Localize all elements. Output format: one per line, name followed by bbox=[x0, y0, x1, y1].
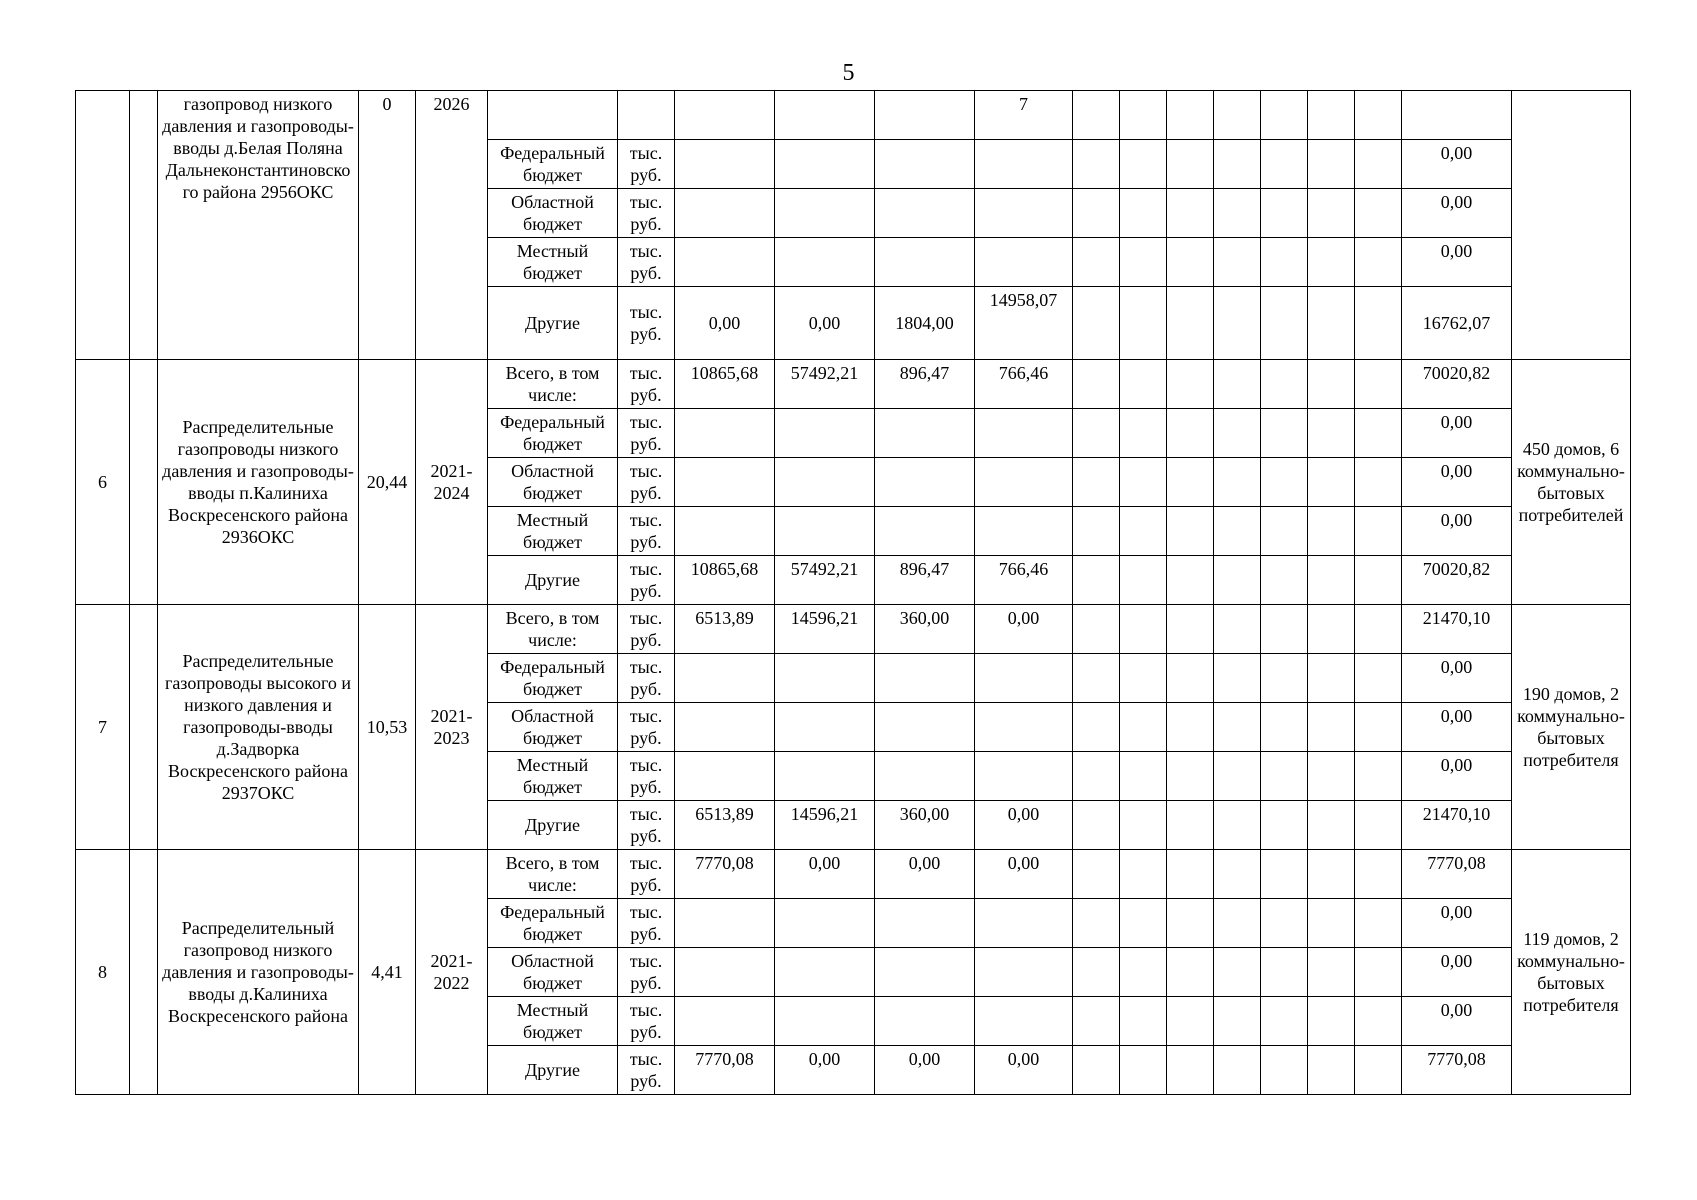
period: 2026 bbox=[416, 91, 488, 360]
empty-cell bbox=[130, 850, 158, 1095]
unit-cell: тыс. руб. bbox=[618, 801, 675, 850]
value-2023: 896,47 bbox=[875, 556, 975, 605]
value-2023: 1804,00 bbox=[875, 287, 975, 360]
result-cell: 450 домов, 6 коммунально-бытовых потребителей bbox=[1512, 360, 1631, 605]
unit-cell: тыс. руб. bbox=[618, 458, 675, 507]
period: 2021-2022 bbox=[416, 850, 488, 1095]
value-2023: 0,00 bbox=[875, 1046, 975, 1095]
object-name: Распределительные газопроводы низкого давления и газопроводы-вводы п.Калиниха Воскресенского района 2936ОКС bbox=[158, 360, 359, 605]
unit-cell: тыс. руб. bbox=[618, 997, 675, 1046]
total-value: 0,00 bbox=[1402, 997, 1512, 1046]
value-2021: 7770,08 bbox=[675, 1046, 775, 1095]
unit-cell: тыс. руб. bbox=[618, 850, 675, 899]
object-name: Распределительные газопроводы высокого и низкого давления и газопроводы-вводы д.Задворка Воскресенского района 2937ОКС bbox=[158, 605, 359, 850]
table-row bbox=[76, 360, 1631, 409]
unit-cell: тыс. руб. bbox=[618, 948, 675, 997]
unit-cell bbox=[618, 91, 675, 140]
page-number: 5 bbox=[842, 60, 855, 86]
row-number: 6 bbox=[76, 360, 130, 605]
value-2022: 0,00 bbox=[775, 287, 875, 360]
value-2021: 0,00 bbox=[675, 287, 775, 360]
unit-cell: тыс. руб. bbox=[618, 360, 675, 409]
value-2023: 896,47 bbox=[875, 360, 975, 409]
unit-cell: тыс. руб. bbox=[618, 752, 675, 801]
total-value: 0,00 bbox=[1402, 948, 1512, 997]
value-2021: 10865,68 bbox=[675, 556, 775, 605]
value-2023: 360,00 bbox=[875, 605, 975, 654]
value-2024: 0,00 bbox=[975, 850, 1073, 899]
unit-cell: тыс. руб. bbox=[618, 189, 675, 238]
result-cell: 119 домов, 2 коммунально-бытовых потребителя bbox=[1512, 850, 1631, 1095]
unit-cell: тыс. руб. bbox=[618, 556, 675, 605]
value-2021: 7770,08 bbox=[675, 850, 775, 899]
row-number: 8 bbox=[76, 850, 130, 1095]
source-label: Местный бюджет bbox=[488, 507, 618, 556]
source-label: Всего, в том числе: bbox=[488, 360, 618, 409]
total-value bbox=[1402, 91, 1512, 140]
source-label: Местный бюджет bbox=[488, 997, 618, 1046]
unit-cell: тыс. руб. bbox=[618, 654, 675, 703]
unit-cell: тыс. руб. bbox=[618, 899, 675, 948]
value-2022: 14596,21 bbox=[775, 801, 875, 850]
unit-cell: тыс. руб. bbox=[618, 703, 675, 752]
total-value: 16762,07 bbox=[1402, 287, 1512, 360]
source-label: Всего, в том числе: bbox=[488, 850, 618, 899]
source-label: Областной бюджет bbox=[488, 458, 618, 507]
empty-cell bbox=[130, 360, 158, 605]
value-2024: 14958,07 bbox=[975, 287, 1073, 360]
source-label: Другие bbox=[488, 1046, 618, 1095]
total-value: 0,00 bbox=[1402, 238, 1512, 287]
total-value: 70020,82 bbox=[1402, 360, 1512, 409]
source-label: Федеральный бюджет bbox=[488, 409, 618, 458]
value-2024: 7 bbox=[975, 91, 1073, 140]
total-value: 0,00 bbox=[1402, 189, 1512, 238]
value-2022: 0,00 bbox=[775, 850, 875, 899]
unit-cell: тыс. руб. bbox=[618, 1046, 675, 1095]
unit-cell: тыс. руб. bbox=[618, 507, 675, 556]
source-label: Местный бюджет bbox=[488, 752, 618, 801]
total-value: 7770,08 bbox=[1402, 1046, 1512, 1095]
source-label: Областной бюджет bbox=[488, 948, 618, 997]
value-2022: 0,00 bbox=[775, 1046, 875, 1095]
unit-cell: тыс. руб. bbox=[618, 605, 675, 654]
total-value: 0,00 bbox=[1402, 458, 1512, 507]
table-row bbox=[76, 850, 1631, 899]
length-km: 0 bbox=[359, 91, 416, 360]
value-2022: 57492,21 bbox=[775, 556, 875, 605]
length-km: 10,53 bbox=[359, 605, 416, 850]
source-label: Федеральный бюджет bbox=[488, 140, 618, 189]
value-2024: 0,00 bbox=[975, 605, 1073, 654]
table-row bbox=[76, 605, 1631, 654]
result-cell bbox=[1512, 91, 1631, 360]
total-value: 21470,10 bbox=[1402, 605, 1512, 654]
source-label: Местный бюджет bbox=[488, 238, 618, 287]
value-2021: 6513,89 bbox=[675, 801, 775, 850]
unit-cell: тыс. руб. bbox=[618, 287, 675, 360]
object-name: Распределительный газопровод низкого давления и газопроводы-вводы д.Калиниха Воскресенского района bbox=[158, 850, 359, 1095]
length-km: 4,41 bbox=[359, 850, 416, 1095]
total-value: 7770,08 bbox=[1402, 850, 1512, 899]
empty-cell bbox=[130, 91, 158, 360]
source-label: Федеральный бюджет bbox=[488, 899, 618, 948]
source-label bbox=[488, 91, 618, 140]
source-label: Другие bbox=[488, 287, 618, 360]
value-2021: 10865,68 bbox=[675, 360, 775, 409]
value-2023: 360,00 bbox=[875, 801, 975, 850]
total-value: 21470,10 bbox=[1402, 801, 1512, 850]
unit-cell: тыс. руб. bbox=[618, 409, 675, 458]
total-value: 0,00 bbox=[1402, 703, 1512, 752]
value-2024: 0,00 bbox=[975, 1046, 1073, 1095]
row-number: 7 bbox=[76, 605, 130, 850]
empty-cell bbox=[130, 605, 158, 850]
total-value: 0,00 bbox=[1402, 140, 1512, 189]
total-value: 0,00 bbox=[1402, 752, 1512, 801]
value-2022: 57492,21 bbox=[775, 360, 875, 409]
object-name: газопровод низкого давления и газопроводы-вводы д.Белая Поляна Дальнеконстантиновского района 2956ОКС bbox=[158, 91, 359, 360]
total-value: 0,00 bbox=[1402, 654, 1512, 703]
source-label: Всего, в том числе: bbox=[488, 605, 618, 654]
period: 2021-2023 bbox=[416, 605, 488, 850]
value-2023: 0,00 bbox=[875, 850, 975, 899]
total-value: 70020,82 bbox=[1402, 556, 1512, 605]
value-2024: 0,00 bbox=[975, 801, 1073, 850]
unit-cell: тыс. руб. bbox=[618, 140, 675, 189]
source-label: Областной бюджет bbox=[488, 703, 618, 752]
investment-program-table bbox=[75, 90, 1631, 1095]
value-2024: 766,46 bbox=[975, 556, 1073, 605]
table-row bbox=[76, 91, 1631, 140]
value-2022: 14596,21 bbox=[775, 605, 875, 654]
total-value: 0,00 bbox=[1402, 507, 1512, 556]
source-label: Другие bbox=[488, 801, 618, 850]
source-label: Другие bbox=[488, 556, 618, 605]
value-2021: 6513,89 bbox=[675, 605, 775, 654]
period: 2021-2024 bbox=[416, 360, 488, 605]
unit-cell: тыс. руб. bbox=[618, 238, 675, 287]
source-label: Федеральный бюджет bbox=[488, 654, 618, 703]
result-cell: 190 домов, 2 коммунально-бытовых потребителя bbox=[1512, 605, 1631, 850]
source-label: Областной бюджет bbox=[488, 189, 618, 238]
total-value: 0,00 bbox=[1402, 409, 1512, 458]
value-2024: 766,46 bbox=[975, 360, 1073, 409]
total-value: 0,00 bbox=[1402, 899, 1512, 948]
row-number-cell bbox=[76, 91, 130, 360]
length-km: 20,44 bbox=[359, 360, 416, 605]
